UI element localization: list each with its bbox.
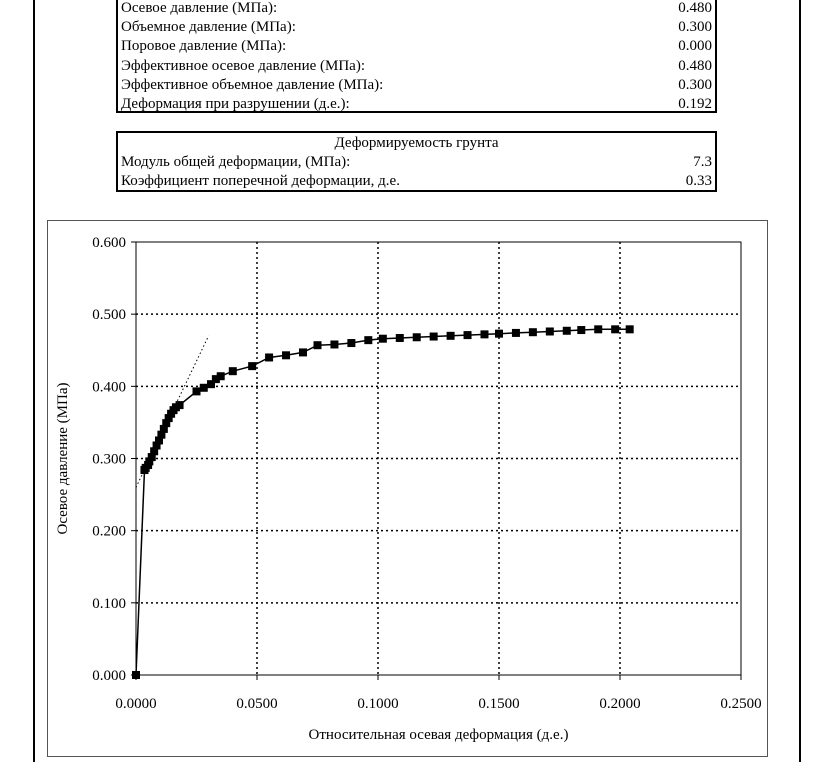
data-point <box>512 329 520 337</box>
x-tick-label: 0.1500 <box>478 696 520 712</box>
data-point <box>176 401 184 409</box>
deform-value: 7.3 <box>693 154 712 170</box>
x-tick-label: 0.1000 <box>357 696 399 712</box>
data-point <box>347 339 355 347</box>
y-tick-label: 0.400 <box>92 379 126 396</box>
data-point <box>299 348 307 356</box>
data-point <box>132 671 140 679</box>
deform-row <box>121 172 712 191</box>
data-point <box>529 328 537 336</box>
data-point <box>193 387 201 395</box>
deformability-table <box>116 131 717 192</box>
param-row <box>121 18 712 37</box>
param-row <box>121 0 712 18</box>
data-point <box>200 384 208 392</box>
page-border-left <box>33 0 35 762</box>
data-point <box>430 333 438 341</box>
deform-label: Модуль общей деформации, (МПа): <box>121 154 351 170</box>
param-label: Объемное давление (МПа): <box>121 19 296 36</box>
chart-frame <box>47 220 768 757</box>
param-label: Осевое давление (МПа): <box>121 0 278 16</box>
param-label: Эффективное объемное давление (МПа): <box>121 76 384 93</box>
deformability-title: Деформируемость грунта <box>334 135 499 151</box>
data-point <box>229 367 237 375</box>
param-row <box>121 76 712 95</box>
data-point <box>563 327 571 335</box>
data-point <box>396 334 404 342</box>
param-value: 0.300 <box>678 19 712 36</box>
data-point <box>217 372 225 380</box>
param-value: 0.480 <box>678 57 712 74</box>
param-label: Поровое давление (МПа): <box>121 38 287 55</box>
x-tick-label: 0.0000 <box>115 696 157 712</box>
y-tick-label: 0.000 <box>92 668 126 684</box>
data-point <box>413 333 421 341</box>
x-tick-label: 0.2000 <box>599 696 641 712</box>
data-point <box>577 326 585 334</box>
data-point <box>314 341 322 349</box>
data-point <box>480 330 488 338</box>
data-point <box>364 336 372 344</box>
data-point <box>611 325 619 333</box>
data-point <box>626 325 634 333</box>
param-value: 0.480 <box>678 0 712 16</box>
data-point <box>282 351 290 359</box>
data-point <box>330 340 338 348</box>
data-point <box>464 331 472 339</box>
deform-label: Коэффициент поперечной деформации, д.е. <box>121 172 400 189</box>
x-tick-label: 0.2500 <box>720 696 762 712</box>
y-tick-label: 0.300 <box>92 451 126 468</box>
param-label: Эффективное осевое давление (МПа): <box>121 57 365 74</box>
data-point <box>379 335 387 343</box>
param-row <box>121 37 712 56</box>
data-point <box>248 362 256 370</box>
param-label: Деформация при разрушении (д.е.): <box>121 95 350 112</box>
deform-row <box>121 153 712 172</box>
param-row <box>121 95 712 114</box>
data-point <box>594 325 602 333</box>
param-value: 0.192 <box>678 95 712 112</box>
data-point <box>495 330 503 338</box>
param-value: 0.300 <box>678 76 712 93</box>
x-axis-title: Относительная осевая деформация (д.е.) <box>308 727 569 743</box>
data-point <box>546 327 554 335</box>
y-axis-title: Осевое давление (МПа) <box>55 382 71 535</box>
y-tick-label: 0.100 <box>92 595 126 612</box>
stress-strain-chart <box>48 221 767 756</box>
y-tick-label: 0.500 <box>92 307 126 324</box>
x-tick-label: 0.0500 <box>236 696 278 712</box>
data-point <box>447 332 455 340</box>
y-tick-label: 0.200 <box>92 523 126 540</box>
parameters-table <box>116 0 717 113</box>
tangent-line <box>136 336 209 488</box>
page-border-right <box>799 0 801 762</box>
param-row <box>121 57 712 76</box>
y-tick-label: 0.600 <box>92 235 126 251</box>
param-value: 0.000 <box>678 38 712 55</box>
deform-value: 0.33 <box>685 172 712 189</box>
data-point <box>265 353 273 361</box>
